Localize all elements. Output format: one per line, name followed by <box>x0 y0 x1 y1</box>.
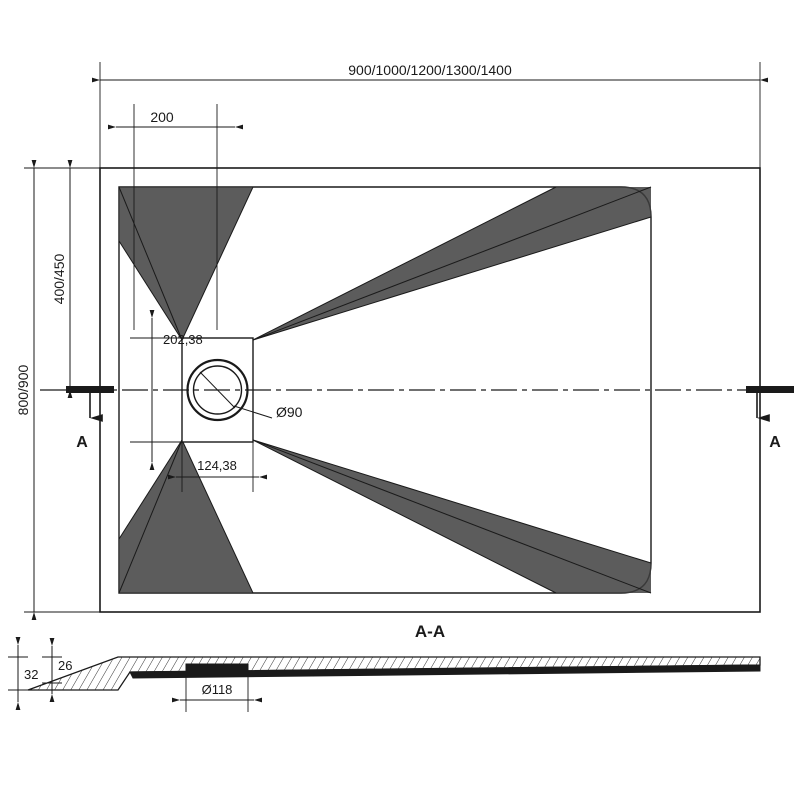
dimension-drain-vertical-label: 202,38 <box>163 332 203 347</box>
dimension-left-total-label: 800/900 <box>15 364 31 416</box>
dimension-drain-diameter-label: Ø90 <box>276 404 303 420</box>
dimension-left-upper-label: 400/450 <box>51 253 67 305</box>
section-title: A-A <box>414 622 446 641</box>
dimension-top-width <box>100 62 760 168</box>
dimension-section-drain-label: Ø118 <box>201 682 233 697</box>
dimension-section-total-label: 32 <box>24 667 39 682</box>
section-drain-block <box>186 664 248 672</box>
dimension-drain-horizontal-label: 124,38 <box>197 458 237 473</box>
section-arrow-label-left: A <box>76 434 88 451</box>
dimension-top-width-label: 900/1000/1200/1300/1400 <box>348 62 512 78</box>
dimension-left-upper <box>51 168 100 390</box>
dimension-top-offset-label: 200 <box>150 109 174 125</box>
section-arrow-label-right: A <box>769 434 781 451</box>
dimension-section-drain <box>180 672 254 712</box>
dimension-section-inner-label: 26 <box>58 658 73 673</box>
dimension-section-total <box>8 645 38 702</box>
section-view <box>8 645 760 712</box>
section-arrow-bar-right <box>746 386 794 393</box>
section-arrow-bar-left <box>66 386 114 393</box>
